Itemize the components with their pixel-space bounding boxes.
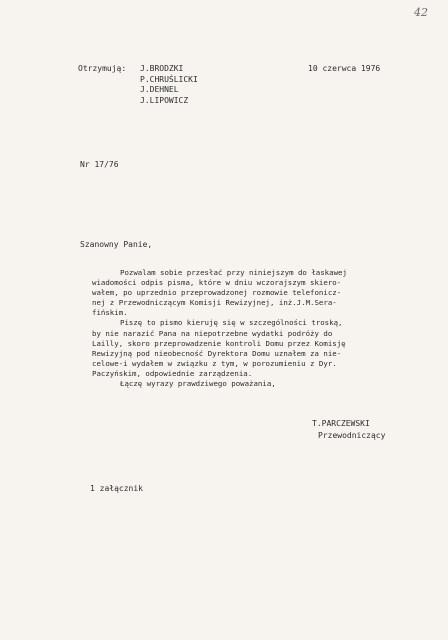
enclosure-note: 1 załącznik (90, 484, 143, 493)
body-line: by nie narazić Pana na niepotrzebne wydatki podróży do (92, 328, 333, 338)
body-line: wałem, po uprzednio przeprowadzonej rozmowie telefonicz- (92, 288, 342, 298)
reference-number: Nr 17/76 (80, 160, 119, 169)
body-line: Rewizyjną pod nieobecność Dyrektora Domu uznałem za nie- (92, 348, 342, 358)
signer-name: T.PARCZEWSKI (312, 419, 370, 428)
signer-title: Przewodniczący (318, 431, 386, 440)
body-line: Paczyńskim, odpowiednie zarządzenia. (92, 368, 253, 378)
letter-body (92, 268, 422, 389)
recipient-name: J.LIPOWICZ (140, 95, 189, 105)
signature-block (312, 418, 385, 442)
letter-date: 10 czerwca 1976 (308, 64, 381, 73)
recipients-label: Otrzymują: (78, 64, 127, 73)
body-line: Pozwalam sobie przesłać przy niniejszym do łaskawej (120, 268, 347, 277)
recipient-name: P.CHRUŚLICKI (140, 74, 198, 84)
body-line: Piszę to pismo kieruję się w szczególności troską, (120, 318, 343, 328)
recipients-list (140, 64, 198, 106)
archive-number: 42 (414, 6, 428, 19)
body-line: nej z Przewodniczącym Komisji Rewizyjnej, inż.J.M.Sera- (92, 298, 337, 308)
recipient-name: J.DEHNEL (140, 85, 179, 94)
body-line: wiadomości odpis pisma, które w dniu wczorajszym skiero- (92, 278, 342, 288)
body-line: celowe-i wydałem w związku z tym, w porozumieniu z Dyr. (92, 358, 337, 368)
recipient-name: J.BRODZKI (140, 64, 184, 73)
body-line: Lailly, skoro przeprowadzenie kontroli Domu przez Komisję (92, 338, 346, 348)
body-line: fińskim. (92, 308, 128, 318)
body-line: Łączę wyrazy prawdziwego poważania, (120, 379, 276, 389)
salutation: Szanowny Panie, (80, 240, 153, 249)
